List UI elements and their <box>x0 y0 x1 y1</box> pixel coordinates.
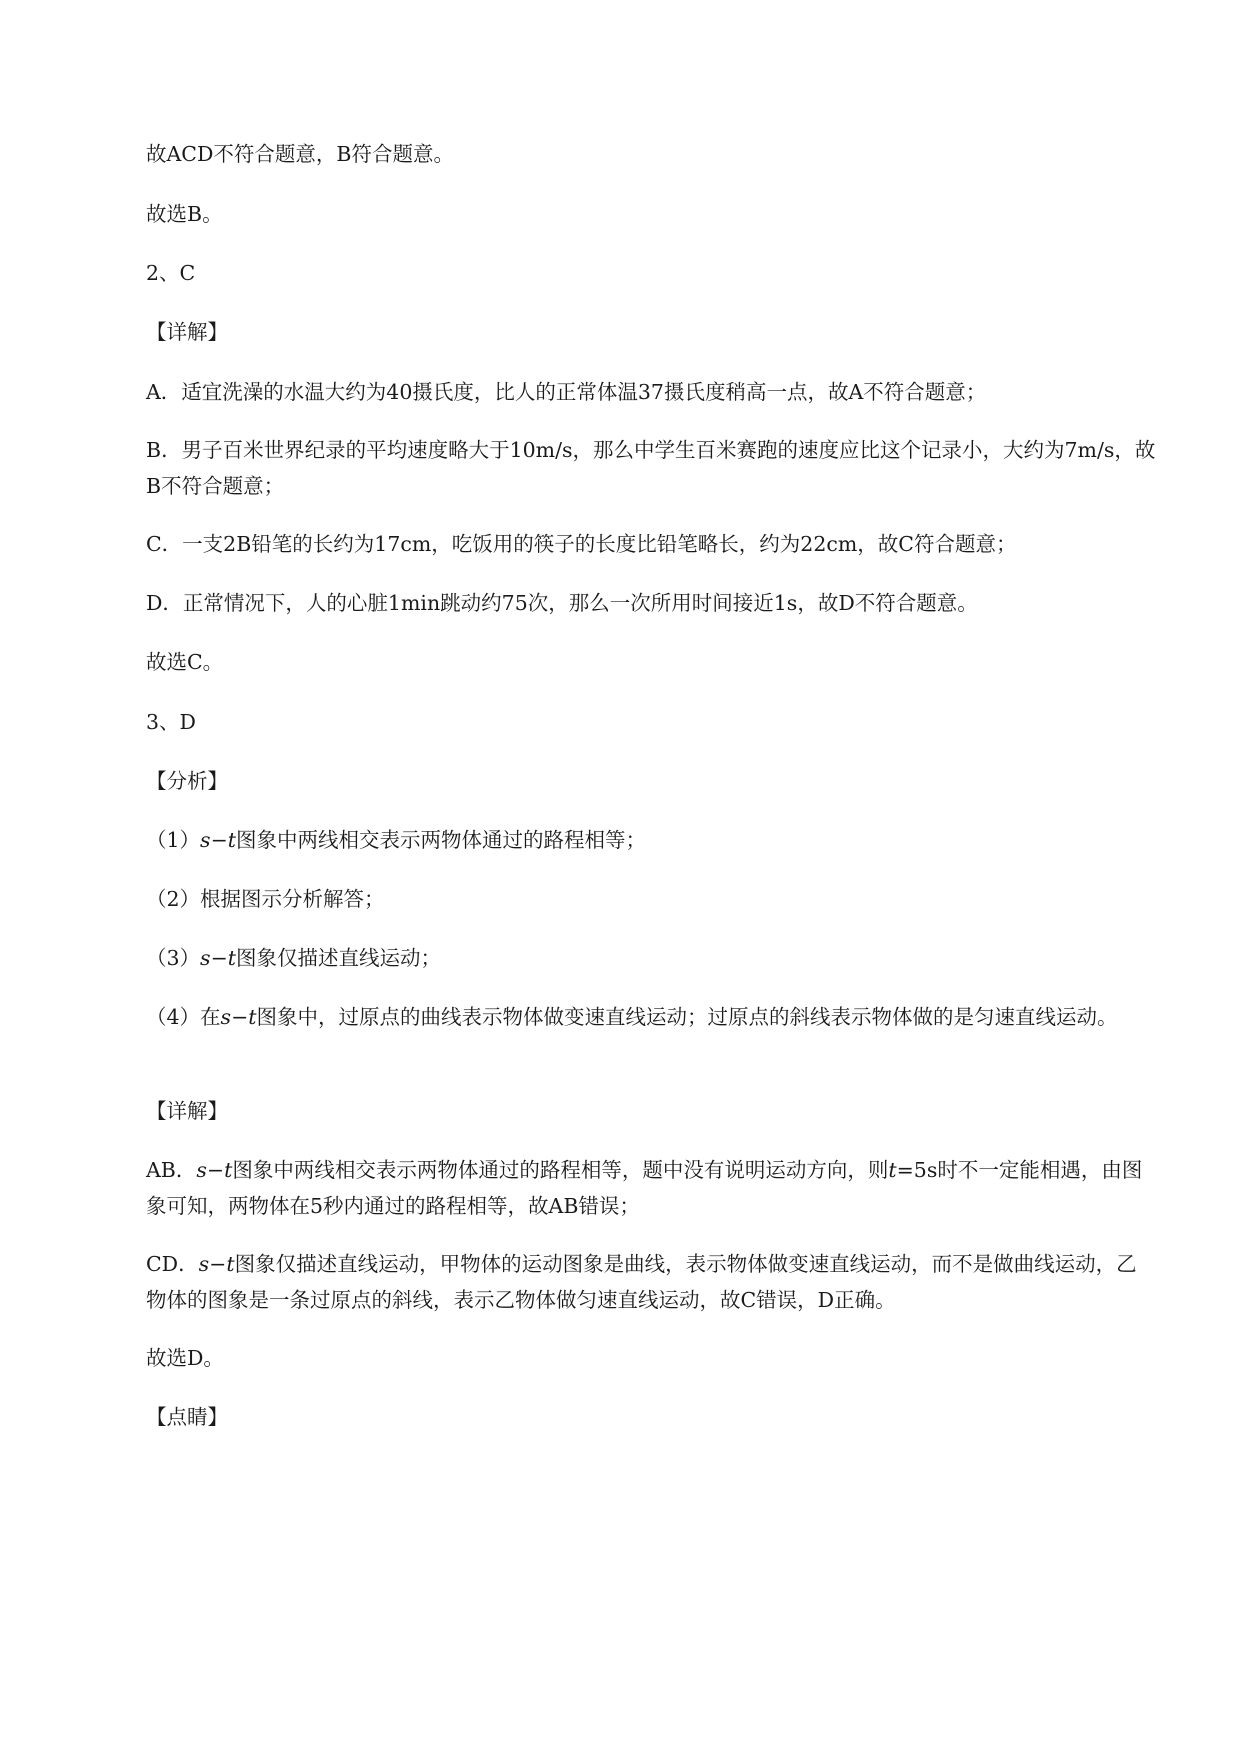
text-run: 【分析】 <box>146 769 228 793</box>
text-run: A．适宜洗澡的水温大约为40摄氏度，比人的正常体温37摄氏度稍高一点，故A不符合题意； <box>146 380 987 404</box>
text-run: （4）在 <box>146 1005 221 1029</box>
paragraph-conclusion-1 <box>146 136 1156 172</box>
paragraph-analysis-2 <box>146 881 1156 917</box>
paragraph-option-c <box>146 526 1156 562</box>
text-run: 故选B。 <box>146 202 223 226</box>
math-symbol: t <box>248 1005 257 1029</box>
text-run: 故选D。 <box>146 1346 224 1370</box>
text-run: 【点睛】 <box>146 1405 228 1429</box>
text-run: 图象中两线相交表示两物体通过的路程相等； <box>236 828 647 852</box>
math-symbol: − <box>209 1252 227 1276</box>
paragraph-option-d <box>146 585 1156 621</box>
text-run: 图象仅描述直线运动； <box>236 946 442 970</box>
math-symbol: t <box>227 946 237 970</box>
section-heading-comment <box>146 1399 1156 1435</box>
section-heading-detail-2 <box>146 1093 1156 1129</box>
paragraph-answer-3 <box>146 1340 1156 1376</box>
text-run: （2）根据图示分析解答； <box>146 887 385 911</box>
paragraph-analysis-3 <box>146 940 1156 976</box>
text-run: （3） <box>146 946 201 970</box>
math-symbol: s <box>198 1252 210 1276</box>
text-run: 【详解】 <box>146 320 228 344</box>
math-symbol: s <box>200 828 211 852</box>
text-run: =5s时不一定能相遇，由图象可知，两物体在5秒内通过的路程相等，故AB错误； <box>146 1158 1143 1218</box>
paragraph-answer-1 <box>146 196 1156 232</box>
text-run: B．男子百米世界纪录的平均速度略大于10m/s，那么中学生百米赛跑的速度应比这个记录小，大约为7m/s，故B不符合题意； <box>146 438 1156 498</box>
paragraph-option-a <box>146 374 1156 410</box>
math-symbol: − <box>210 946 228 970</box>
section-heading-analysis <box>146 763 1156 799</box>
math-symbol: s <box>196 1158 207 1182</box>
math-symbol: s <box>220 1005 232 1029</box>
text-run: C．一支2B铅笔的长约为17cm，吃饭用的筷子的长度比铅笔略长，约为22cm，故C符合题意； <box>146 532 1017 556</box>
text-run: 故ACD不符合题意，B符合题意。 <box>146 142 454 166</box>
text-run: 图象仅描述直线运动，甲物体的运动图象是曲线，表示物体做变速直线运动，而不是做曲线运动，乙物体的图象是一条过原点的斜线，表示乙物体做匀速直线运动，故C错误，D正确。 <box>146 1252 1137 1312</box>
paragraph-analysis-1 <box>146 822 1156 858</box>
text-run: 2、C <box>146 261 196 285</box>
paragraph-option-b <box>146 432 1156 504</box>
math-symbol: s <box>200 946 211 970</box>
paragraph-option-ab <box>146 1152 1156 1224</box>
text-run: 图象中，过原点的曲线表示物体做变速直线运动；过原点的斜线表示物体做的是匀速直线运动。 <box>256 1005 1118 1029</box>
text-run: 【详解】 <box>146 1099 228 1123</box>
text-run: 故选C。 <box>146 650 224 674</box>
question-2-header <box>146 255 1156 291</box>
math-symbol: t <box>224 1158 233 1182</box>
math-symbol: t <box>227 828 237 852</box>
text-run: AB． <box>146 1158 197 1182</box>
math-symbol: − <box>231 1005 249 1029</box>
text-run: 3、D <box>146 710 196 734</box>
paragraph-option-cd <box>146 1246 1156 1318</box>
math-symbol: t <box>888 1158 897 1182</box>
paragraph-answer-2 <box>146 644 1156 680</box>
text-run: （1） <box>146 828 201 852</box>
math-symbol: t <box>226 1252 235 1276</box>
paragraph-analysis-4 <box>146 999 1156 1035</box>
math-symbol: − <box>206 1158 225 1182</box>
math-symbol: − <box>210 828 228 852</box>
text-run: 图象中两线相交表示两物体通过的路程相等，题中没有说明运动方向，则 <box>232 1158 889 1182</box>
section-heading-detail <box>146 314 1156 350</box>
text-run: CD． <box>146 1252 199 1276</box>
question-3-header <box>146 704 1156 740</box>
text-run: D．正常情况下，人的心脏1min跳动约75次，那么一次所用时间接近1s，故D不符合题意。 <box>146 591 978 615</box>
